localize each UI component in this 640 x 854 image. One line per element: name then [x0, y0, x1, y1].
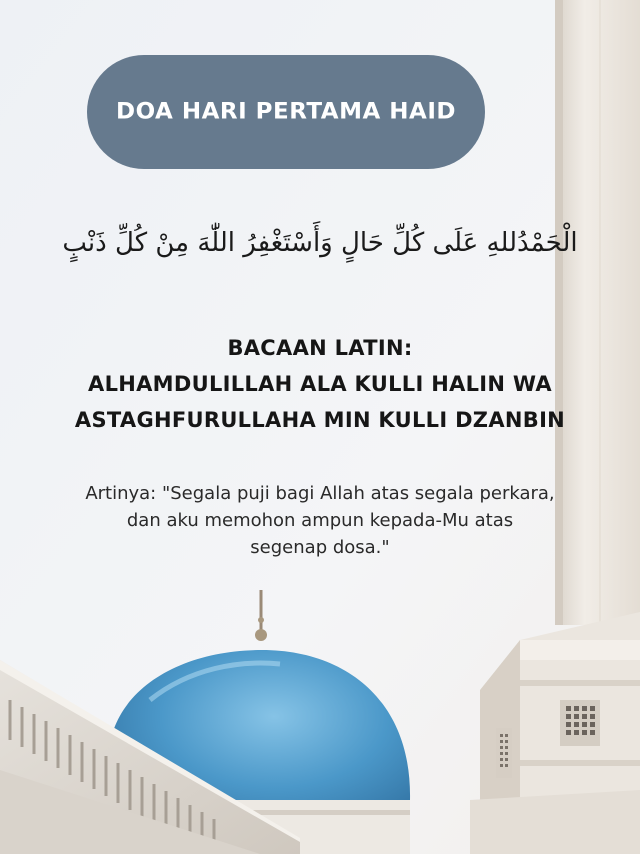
arabic-prayer-text: الْحَمْدُللهِ عَلَى كُلِّ حَالٍ وَأَسْتَغْفِرُ اللّٰهَ مِنْ كُلِّ ذَنْبٍ — [62, 228, 578, 258]
meaning-line-3: segenap dosa." — [250, 537, 390, 558]
latin-transliteration — [20, 330, 620, 438]
latin-heading: BACAAN LATIN: — [227, 336, 413, 360]
page-title: DOA HARI PERTAMA HAID — [115, 99, 456, 125]
latin-line-1: ALHAMDULILLAH ALA KULLI HALIN WA — [88, 372, 552, 396]
meaning-line-2: dan aku memohon ampun kepada-Mu atas — [126, 510, 514, 531]
latin-line-2: ASTAGHFURULLAHA MIN KULLI DZANBIN — [74, 408, 566, 432]
title-banner — [87, 55, 485, 169]
meaning-text — [40, 480, 600, 561]
meaning-line-1: Artinya: "Segala puji bagi Allah atas segala perkara, — [85, 483, 555, 504]
